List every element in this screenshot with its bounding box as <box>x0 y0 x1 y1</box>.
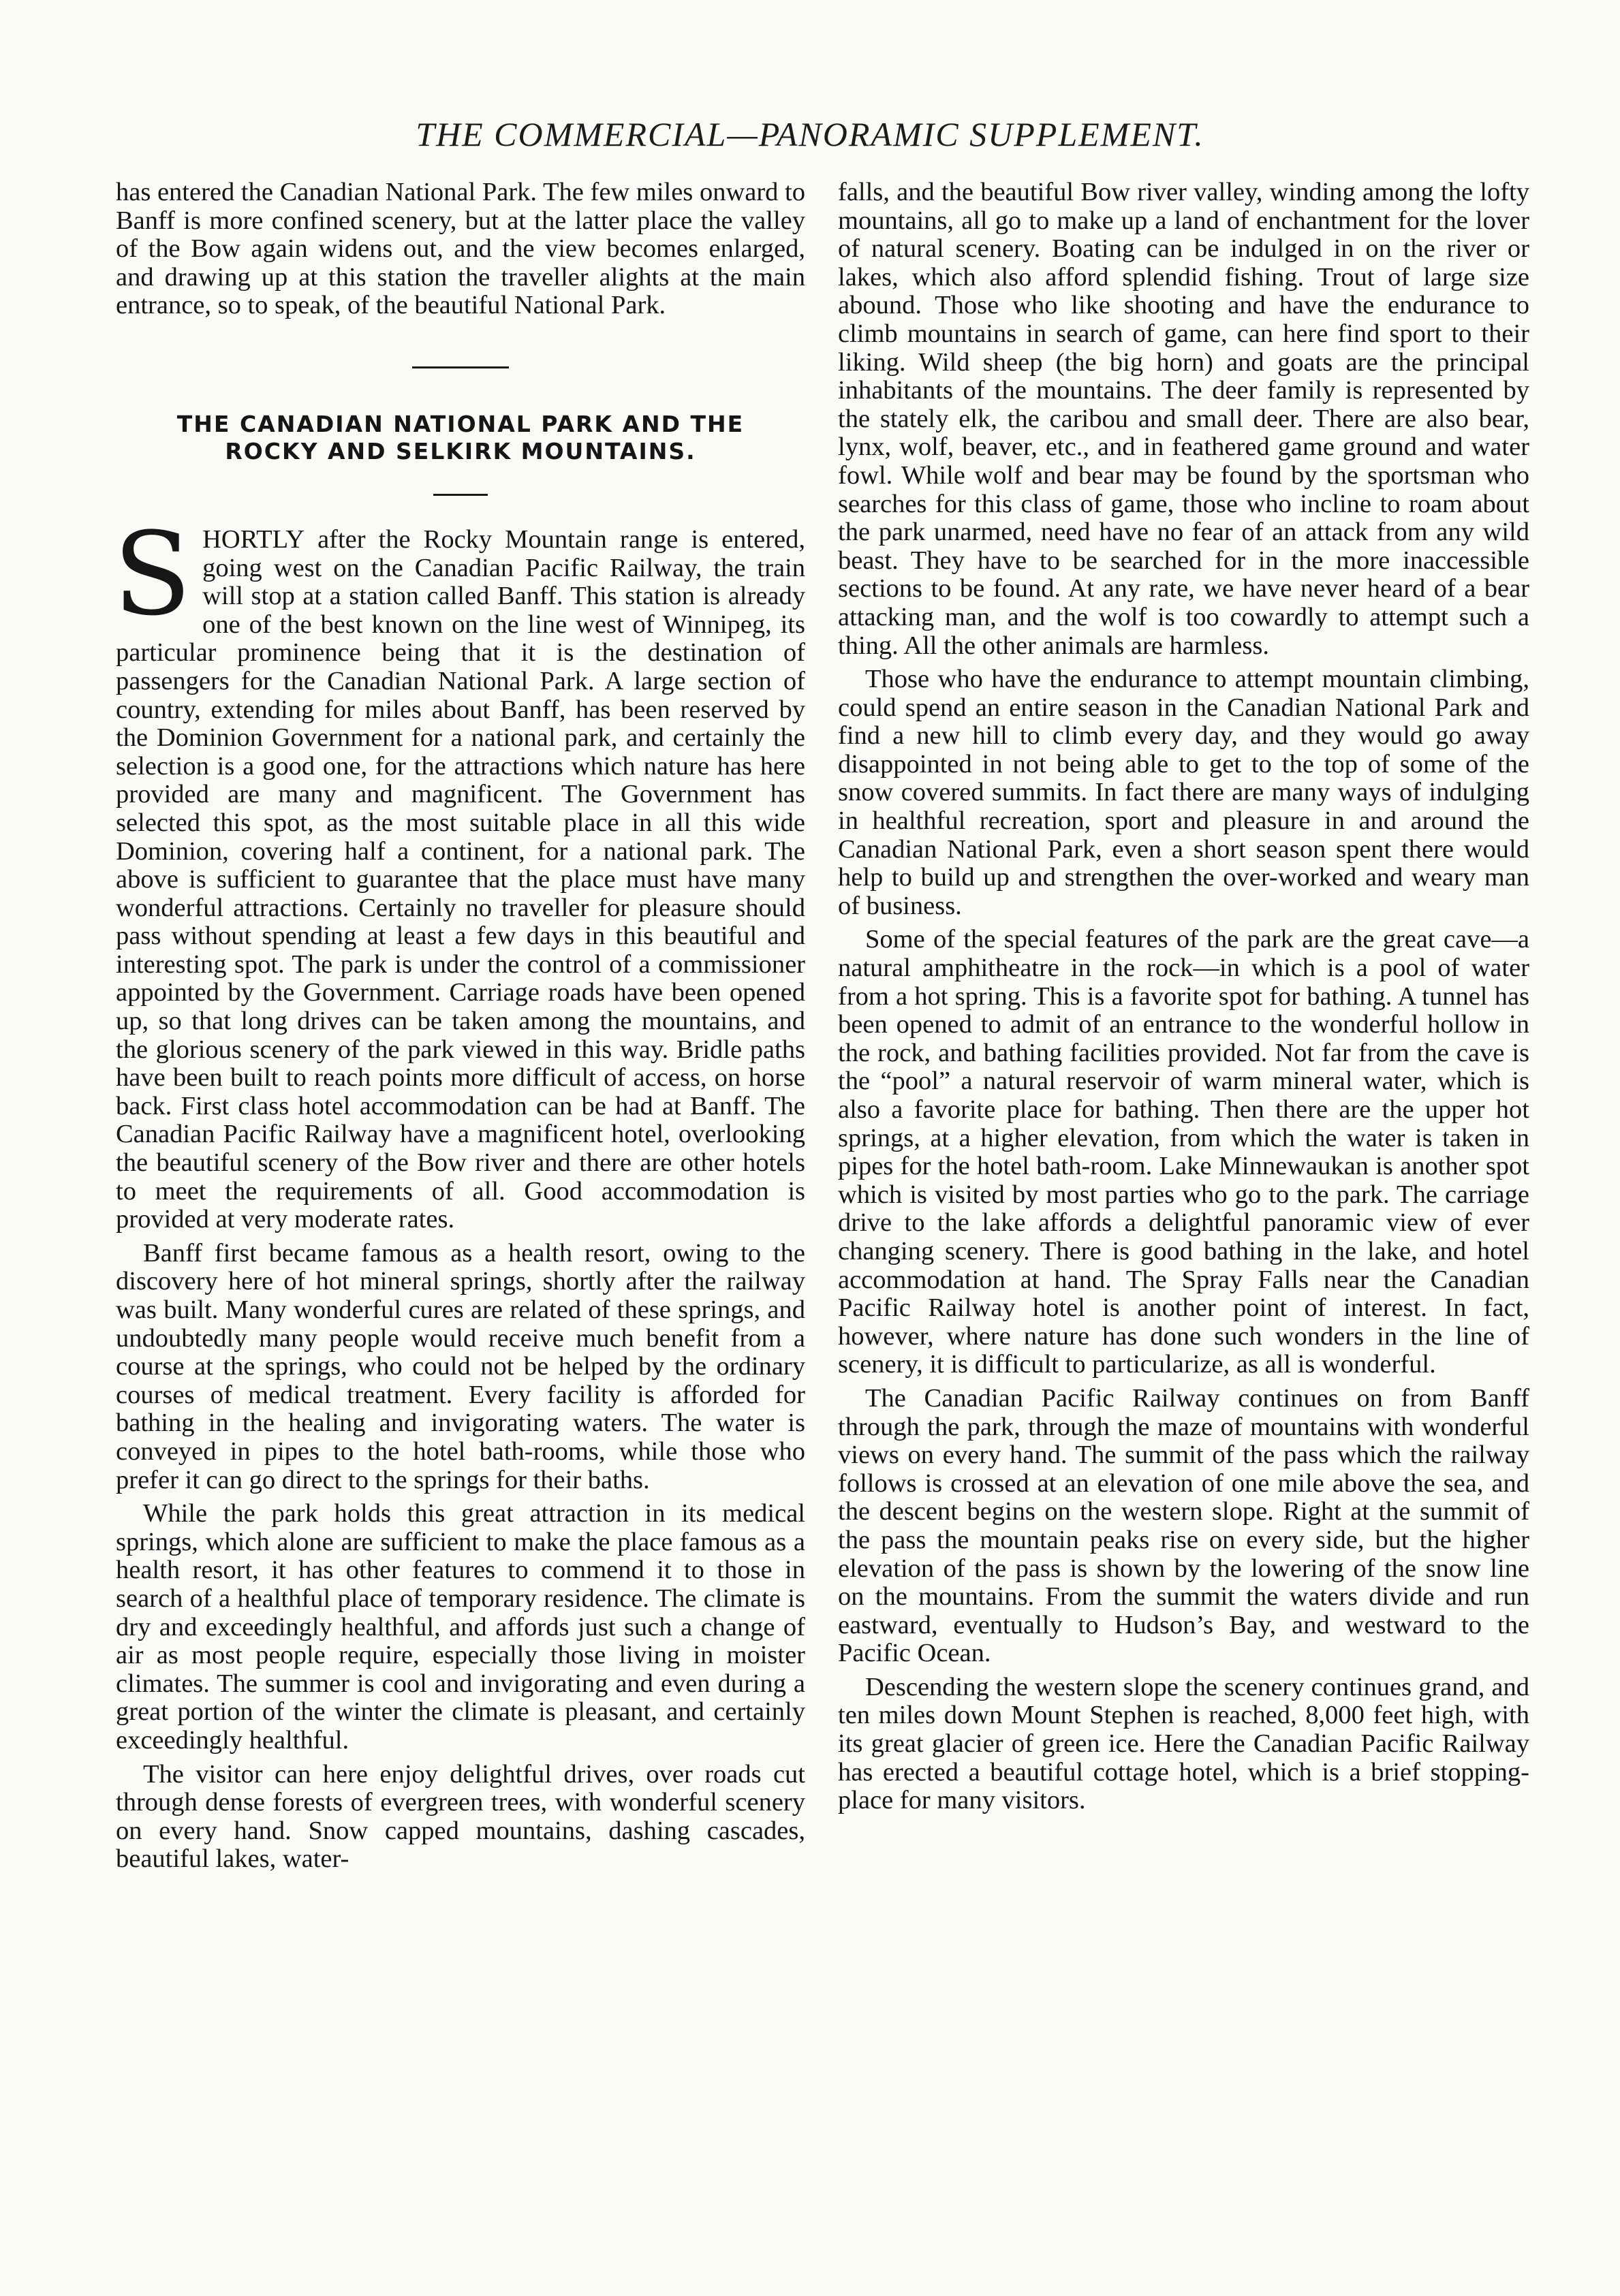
right-paragraph-4: The Canadian Pacific Railway continues on from Banff through the park, through the maze of mountains with wonderful views on every hand. The summit of the pass which the railway follows is crossed at an elevation of one mile above the sea, and the descent begins on the western slope. Right at the summit of the pass the mountain peaks rise on every side, but the higher elevation of the pass is shown by the lowering of the snow line on the mountains. From the summit the waters divide and run eastward, eventually to Hudson’s Bay, and westward to the Pacific Ocean. <box>838 1383 1529 1668</box>
intro-paragraph: has entered the Canadian National Park. The few miles onward to Banff is more confined scenery, but at the latter place the valley of the Bow again widens out, and the view becomes enlarged, and drawing up at this station the traveller alights at the main entrance, so to speak, of the beautiful National Park. <box>116 178 805 320</box>
running-head: THE COMMERCIAL—PANORAMIC SUPPLEMENT. <box>416 115 1204 153</box>
right-paragraph-5: Descending the western slope the scenery continues grand, and ten miles down Mount Stephen is reached, 8,000 feet high, with its great glacier of green ice. Here the Canadian Pacific Railway has erected a beautiful cottage hotel, which is a brief stopping-place for many visitors. <box>838 1672 1529 1815</box>
article-paragraph-2: Banff first became famous as a health resort, owing to the discovery here of hot mineral springs, shortly after the railway was built. Many wonderful cures are related of these springs, and undoubtedly many people would receive much benefit from a course at the springs, who could not be helped by the ordinary courses of medical treatment. Every facility is afforded for bathing in the healing and invigorating waters. The water is conveyed in pipes to the hotel bath-rooms, while those who prefer it can go direct to the springs for their baths. <box>116 1238 805 1494</box>
section-divider-top <box>412 366 509 368</box>
article-paragraph-4: The visitor can here enjoy delightful drives, over roads cut through dense forests of evergreen trees, with wonderful scenery on every hand. Snow capped mountains, dashing cascades, beautiful lakes, water- <box>116 1759 805 1874</box>
paragraph-1-text: after the Rocky Mountain range is entered, going west on the Canadian Pacific Railway, the train will stop at a station called Banff. This station is already one of the best known on the line west of Winnipeg, its particular prominence being that it is the destination of passengers for the Canadian National Park. A large section of country, extending for miles about Banff, has been reserved by the Dominion Government for a national park, and certainly the selection is a good one, for the attractions which nature has here provided are many and magnificent. The Government has selected this spot, as the most suitable place in all this wide Dominion, covering half a continent, for a national park. The above is sufficient to guarantee that the place must have many wonderful attractions. Certainly no traveller for pleasure should pass without spending at least a few days in this beautiful and interesting spot. The park is under the control of a commissioner appointed by the Government. Carriage roads have been opened up, so that long drives can be taken among the mountains, and the glorious scenery of the park viewed in this way. Bridle paths have been built to reach points more difficult of access, on horse back. First class hotel accommodation can be had at Banff. The Canadian Pacific Railway have a magnificent hotel, overlooking the beautiful scenery of the Bow river and there are other hotels to meet the requirements of all. Good accommodation is provided at very moderate rates. <box>116 524 805 1234</box>
article-paragraph-1 <box>113 507 805 1234</box>
drop-cap: S <box>113 507 192 641</box>
first-word: HORTLY <box>202 524 305 554</box>
left-column <box>113 178 805 1874</box>
right-paragraph-2: Those who have the endurance to attempt mountain climbing, could spend an entire season in the Canadian National Park and find a new hill to climb every day, and they would go away disappointed in not being able to get to the top of some of the snow covered summits. In fact there are many ways of indulging in healthful recreation, sport and pleasure in and around the Canadian National Park, even a short season spent there would help to build up and strengthen the over-worked and weary man of business. <box>838 665 1529 920</box>
right-paragraph-3: Some of the special features of the park are the great cave—a natural amphitheatre in the rock—in which is a pool of water from a hot spring. This is a favorite spot for bathing. A tunnel has been opened to admit of an entrance to the wonderful hollow in the rock, and bathing facilities provided. Not far from the cave is the “pool” a natural reservoir of warm mineral water, which is also a favorite place for bathing. Then there are the upper hot springs, at a higher elevation, from which the water is taken in pipes for the hotel bath-room. Lake Minnewaukan is another spot which is visited by most parties who go to the park. The carriage drive to the lake affords a delightful panoramic view of ever changing scenery. There is good bathing in the lake, and hotel accommodation at hand. The Spray Falls near the Canadian Pacific Railway hotel is another point of interest. In fact, however, where nature has done such wonders in the line of scenery, it is difficult to particularize, as all is wonderful. <box>838 925 1529 1379</box>
section-divider-bottom <box>433 494 488 496</box>
section-heading <box>116 411 805 465</box>
right-paragraph-1: falls, and the beautiful Bow river valley, winding among the lofty mountains, all go to make up a land of enchantment for the lover of natural scenery. Boating can be indulged in on the river or lakes, which also afford splendid fishing. Trout of large size abound. Those who like shooting and have the endurance to climb mountains in search of game, can here find sport to their liking. Wild sheep (the big horn) and goats are the principal inhabitants of the mountains. The deer family is represented by the stately elk, the caribou and small deer. There are also bear, lynx, wolf, beaver, etc., and in feathered game ground and water fowl. While wolf and bear may be found by the sportsman who searches for this class of game, those who incline to roam about the park unarmed, need have no fear of an attack from any wild beast. They have to be searched for in the more inaccessible sections to be found. At any rate, we have never heard of a bear attacking man, and the wolf is too cowardly to attempt such a thing. All the other animals are harmless. <box>838 178 1529 660</box>
right-column <box>838 178 1529 1815</box>
section-heading-line2: ROCKY AND SELKIRK MOUNTAINS. <box>225 437 696 465</box>
section-heading-line1: THE CANADIAN NATIONAL PARK AND THE <box>176 410 745 437</box>
article-paragraph-3: While the park holds this great attraction in its medical springs, which alone are sufficient to make the place famous as a health resort, it has other features to commend it to those in search of a healthful place of temporary residence. The climate is dry and exceedingly healthful, and affords just such a change of air as most people require, especially those living in moister climates. The summer is cool and invigorating and even during a great portion of the winter the climate is pleasant, and certainly exceedingly healthful. <box>116 1499 805 1755</box>
